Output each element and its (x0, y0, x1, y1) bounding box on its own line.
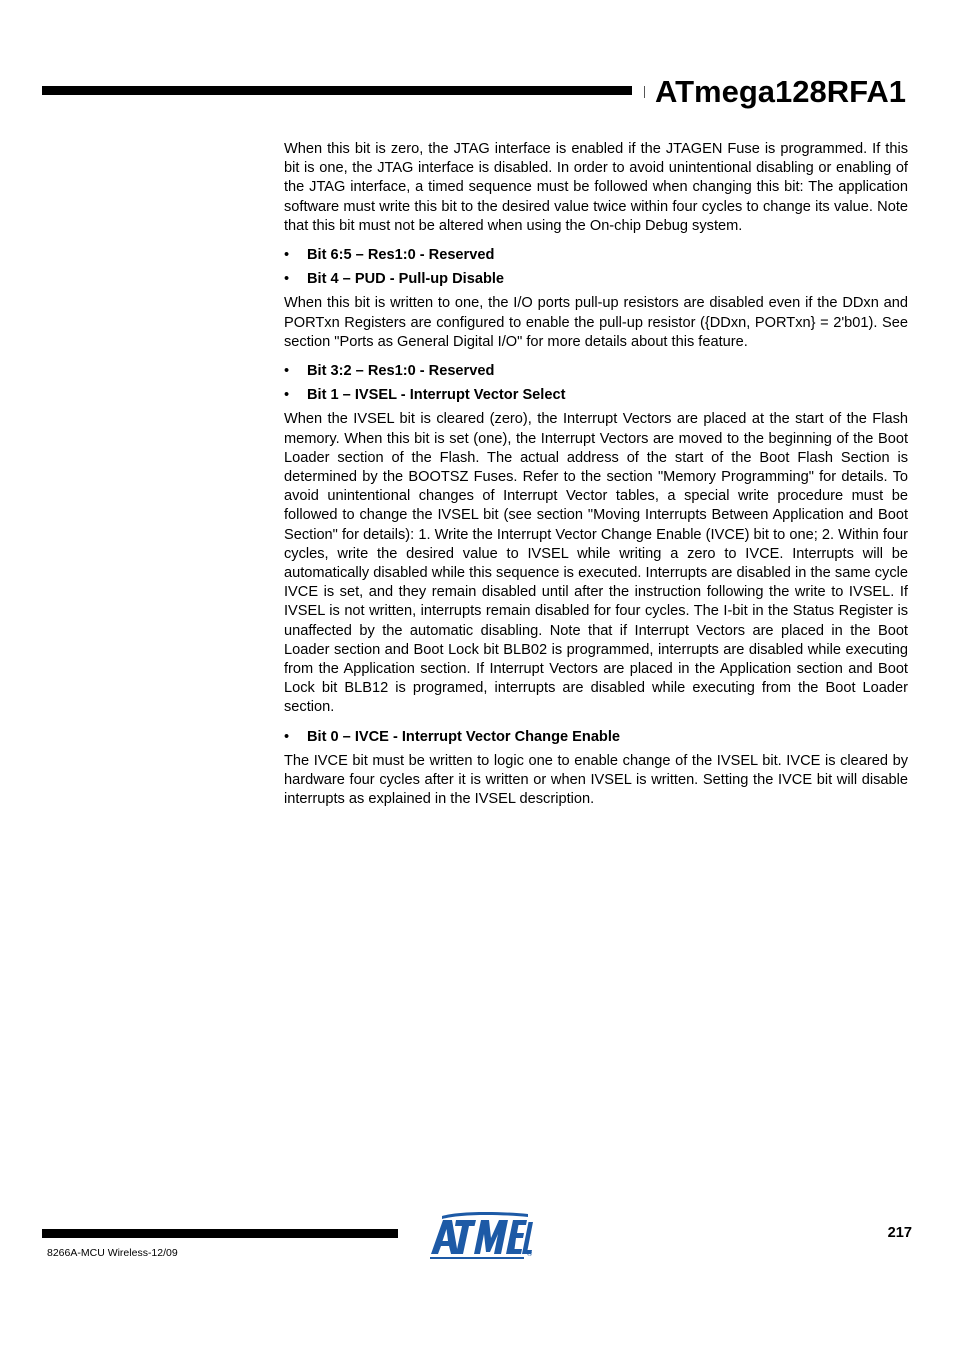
bullet-dot: • (284, 387, 290, 404)
ivsel-description: When the IVSEL bit is cleared (zero), the Interrupt Vectors are placed at the start of the Flash memory. When this bit is set (one), the Interrupt Vectors are moved to the beginning of the Boot Loader section of the Flash. The actual address of the start of the Boot Flash Section is determined by the BOOTSZ Fuses. Refer to the section "Memory Programming" for details. To avoid unintentional changes of Interrupt Vector tables, a special write procedure must be followed to change the IVSEL bit (see section "Moving Interrupts Between Application and Boot Section" for details): 1. Write the Interrupt Vector Change Enable (IVCE) bit to one; 2. Within four cycles, write the desired value to IVSEL while writing a zero to IVCE. Interrupts will be automatically disabled while this sequence is executed. Interrupts are disabled in the same cycle IVCE is set, and they remain disabled until after the instruction following the write to IVSEL. If IVSEL is not written, interrupts remain disabled for four cycles. The I-bit in the Status Register is unaffected by the automatic disabling. Note that if Interrupt Vectors are placed in the Boot Loader section and Boot Lock bit BLB02 is programmed, interrupts are disabled while executing from the Application section. If Interrupt Vectors are placed in the Application section and Boot Lock bit BLB12 is programed, interrupts are disabled while executing from the Boot Loader section. (284, 411, 908, 716)
bullet-bit1-ivsel (284, 386, 908, 405)
page-number: 217 (887, 1225, 912, 1241)
bullet-label: Bit 1 – IVSEL - Interrupt Vector Select (307, 387, 566, 404)
atmel-logo-mark (430, 1212, 533, 1259)
bullet-label: Bit 3:2 – Res1:0 - Reserved (307, 363, 495, 380)
footer-rule (42, 1229, 398, 1238)
atmel-logo (428, 1210, 534, 1260)
bullet-bit4-pud (284, 270, 908, 289)
document-code: 8266A-MCU Wireless-12/09 (47, 1247, 178, 1259)
bullet-label: Bit 0 – IVCE - Interrupt Vector Change Enable (307, 728, 621, 745)
page-content (284, 140, 908, 820)
bullet-label: Bit 4 – PUD - Pull-up Disable (307, 271, 505, 288)
ivce-description: The IVCE bit must be written to logic one to enable change of the IVSEL bit. IVCE is cleared by hardware four cycles after it is written or when IVSEL is written. Setting the IVCE bit will disable interrupts as explained in the IVSEL description. (284, 752, 908, 808)
bullet-dot: • (284, 363, 290, 380)
document-title: ATmega128RFA1 (655, 74, 906, 109)
registered-mark: ® (527, 1251, 533, 1258)
bullet-dot: • (284, 728, 290, 745)
bullet-dot: • (284, 247, 290, 264)
pud-description: When this bit is written to one, the I/O ports pull-up resistors are disabled even if the DDxn and PORTxn Registers are configured to enable the pull-up resistor ({DDxn, PORTxn} = 2'b01). See section "Ports as General Digital I/O" for more details about this feature. (284, 295, 908, 350)
bullet-bit65-reserved (284, 246, 908, 265)
bullet-dot: • (284, 271, 290, 288)
header-rule (42, 86, 632, 95)
header-divider-tick (644, 86, 645, 98)
bullet-label: Bit 6:5 – Res1:0 - Reserved (307, 247, 495, 264)
bullet-bit0-ivce (284, 728, 908, 747)
jtd-description: When this bit is zero, the JTAG interface is enabled if the JTAGEN Fuse is programmed. If this bit is one, the JTAG interface is disabled. In order to avoid unintentional disabling or enabling of the JTAG interface, a timed sequence must be followed when changing this bit: The application software must write this bit to the desired value twice within four cycles to change its value. Note that this bit must not be altered when using the On-chip Debug system. (284, 141, 908, 234)
bullet-bit32-reserved (284, 362, 908, 381)
